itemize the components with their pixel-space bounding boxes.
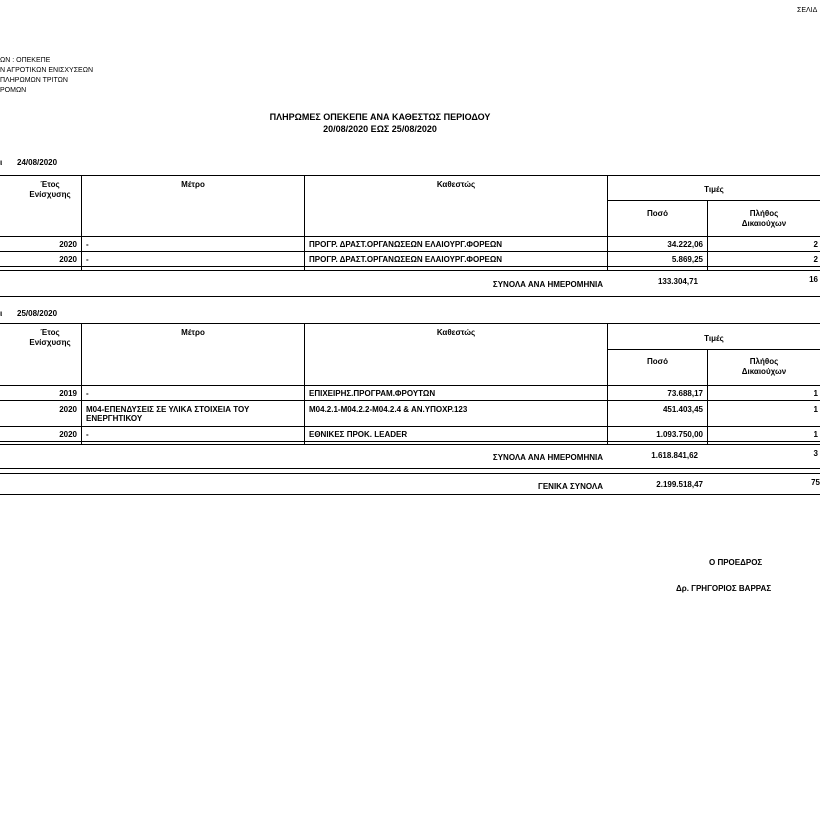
group-date: 25/08/2020 [17, 309, 58, 318]
org-line-4: ΡΟΜΩΝ [0, 87, 27, 94]
row-amount: 5.869,25 [671, 255, 703, 264]
group-date-prefix: ι [0, 158, 3, 167]
row-year: 2020 [59, 255, 77, 264]
row-amount: 451.403,45 [662, 405, 703, 414]
row-count: 1 [813, 389, 818, 398]
page-label: ΣΕΛΙΔ [797, 7, 818, 14]
row-measure: - [86, 255, 89, 264]
grand-total-amount: 2.199.518,47 [656, 480, 703, 489]
report-title: ΠΛΗΡΩΜΕΣ ΟΠΕΚΕΠΕ ΑΝΑ ΚΑΘΕΣΤΩΣ ΠΕΡΙΟΔΟΥ [269, 112, 491, 122]
date-total-amount: 133.304,71 [657, 277, 698, 286]
header-beneficiaries: Πλήθος Δικαιούχων [741, 357, 787, 376]
header-regime: Καθεστώς [436, 328, 476, 337]
row-amount: 34.222,06 [667, 240, 703, 249]
org-line-1: ΩΝ : ΟΠΕΚΕΠΕ [0, 57, 51, 64]
row-measure: Μ04-ΕΠΕΝΔΥΣΕΙΣ ΣΕ ΥΛΙΚΑ ΣΤΟΙΧΕΙΑ ΤΟΥ [86, 405, 250, 414]
header-values: Τιμές [704, 334, 724, 343]
date-total-label: ΣΥΝΟΛΑ ΑΝΑ ΗΜΕΡΟΜΗΝΙΑ [492, 280, 603, 289]
signature-role: Ο ΠΡΟΕΔΡΟΣ [709, 558, 763, 567]
grand-total-count: 75 [811, 478, 820, 487]
date-total-count: 16 [809, 275, 818, 284]
header-measure: Μέτρο [181, 328, 205, 337]
row-amount: 1.093.750,00 [656, 430, 703, 439]
date-total-label: ΣΥΝΟΛΑ ΑΝΑ ΗΜΕΡΟΜΗΝΙΑ [492, 453, 603, 462]
header-measure: Μέτρο [181, 180, 205, 189]
row-year: 2020 [59, 430, 77, 439]
org-line-3: ΠΛΗΡΩΜΩΝ ΤΡΙΤΩΝ [0, 77, 68, 84]
row-measure: - [86, 240, 89, 249]
org-line-2: Ν ΑΓΡΟΤΙΚΩΝ ΕΝΙΣΧΥΣΕΩΝ [0, 67, 93, 74]
date-total-count: 3 [813, 449, 818, 458]
row-regime: Μ04.2.1-Μ04.2.2-Μ04.2.4 & ΑΝ.ΥΠΟΧΡ.123 [309, 405, 468, 414]
header-regime: Καθεστώς [436, 180, 476, 189]
signature-name: Δρ. ΓΡΗΓΟΡΙΟΣ ΒΑΡΡΑΣ [676, 584, 772, 593]
header-year: Έτος Ενίσχυσης [29, 180, 71, 199]
row-regime: ΕΘΝΙΚΕΣ ΠΡΟΚ. LEADER [309, 430, 408, 439]
row-year: 2020 [59, 240, 77, 249]
group-date: 24/08/2020 [17, 158, 58, 167]
row-measure-line2: ΕΝΕΡΓΗΤΙΚΟΥ [86, 414, 143, 423]
row-count: 1 [813, 430, 818, 439]
row-year: 2019 [59, 389, 77, 398]
row-amount: 73.688,17 [667, 389, 703, 398]
header-values: Τιμές [704, 185, 724, 194]
row-count: 1 [813, 405, 818, 414]
row-measure: - [86, 430, 89, 439]
group-date-prefix: ι [0, 309, 3, 318]
date-total-amount: 1.618.841,62 [651, 451, 698, 460]
row-measure: - [86, 389, 89, 398]
report-period: 20/08/2020 ΕΩΣ 25/08/2020 [323, 124, 437, 134]
header-beneficiaries: Πλήθος Δικαιούχων [741, 209, 787, 228]
grand-total-label: ΓΕΝΙΚΑ ΣΥΝΟΛΑ [538, 482, 603, 491]
row-count: 2 [813, 240, 818, 249]
header-year: Έτος Ενίσχυσης [29, 328, 71, 347]
row-regime: ΕΠΙΧΕΙΡΗΣ.ΠΡΟΓΡΑΜ.ΦΡΟΥΤΩΝ [309, 389, 436, 398]
row-year: 2020 [59, 405, 77, 414]
row-regime: ΠΡΟΓΡ. ΔΡΑΣΤ.ΟΡΓΑΝΩΣΕΩΝ ΕΛΑΙΟΥΡΓ.ΦΟΡΕΩΝ [309, 240, 503, 249]
header-amount: Ποσό [646, 357, 669, 366]
header-amount: Ποσό [646, 209, 669, 218]
row-regime: ΠΡΟΓΡ. ΔΡΑΣΤ.ΟΡΓΑΝΩΣΕΩΝ ΕΛΑΙΟΥΡΓ.ΦΟΡΕΩΝ [309, 255, 503, 264]
row-count: 2 [813, 255, 818, 264]
